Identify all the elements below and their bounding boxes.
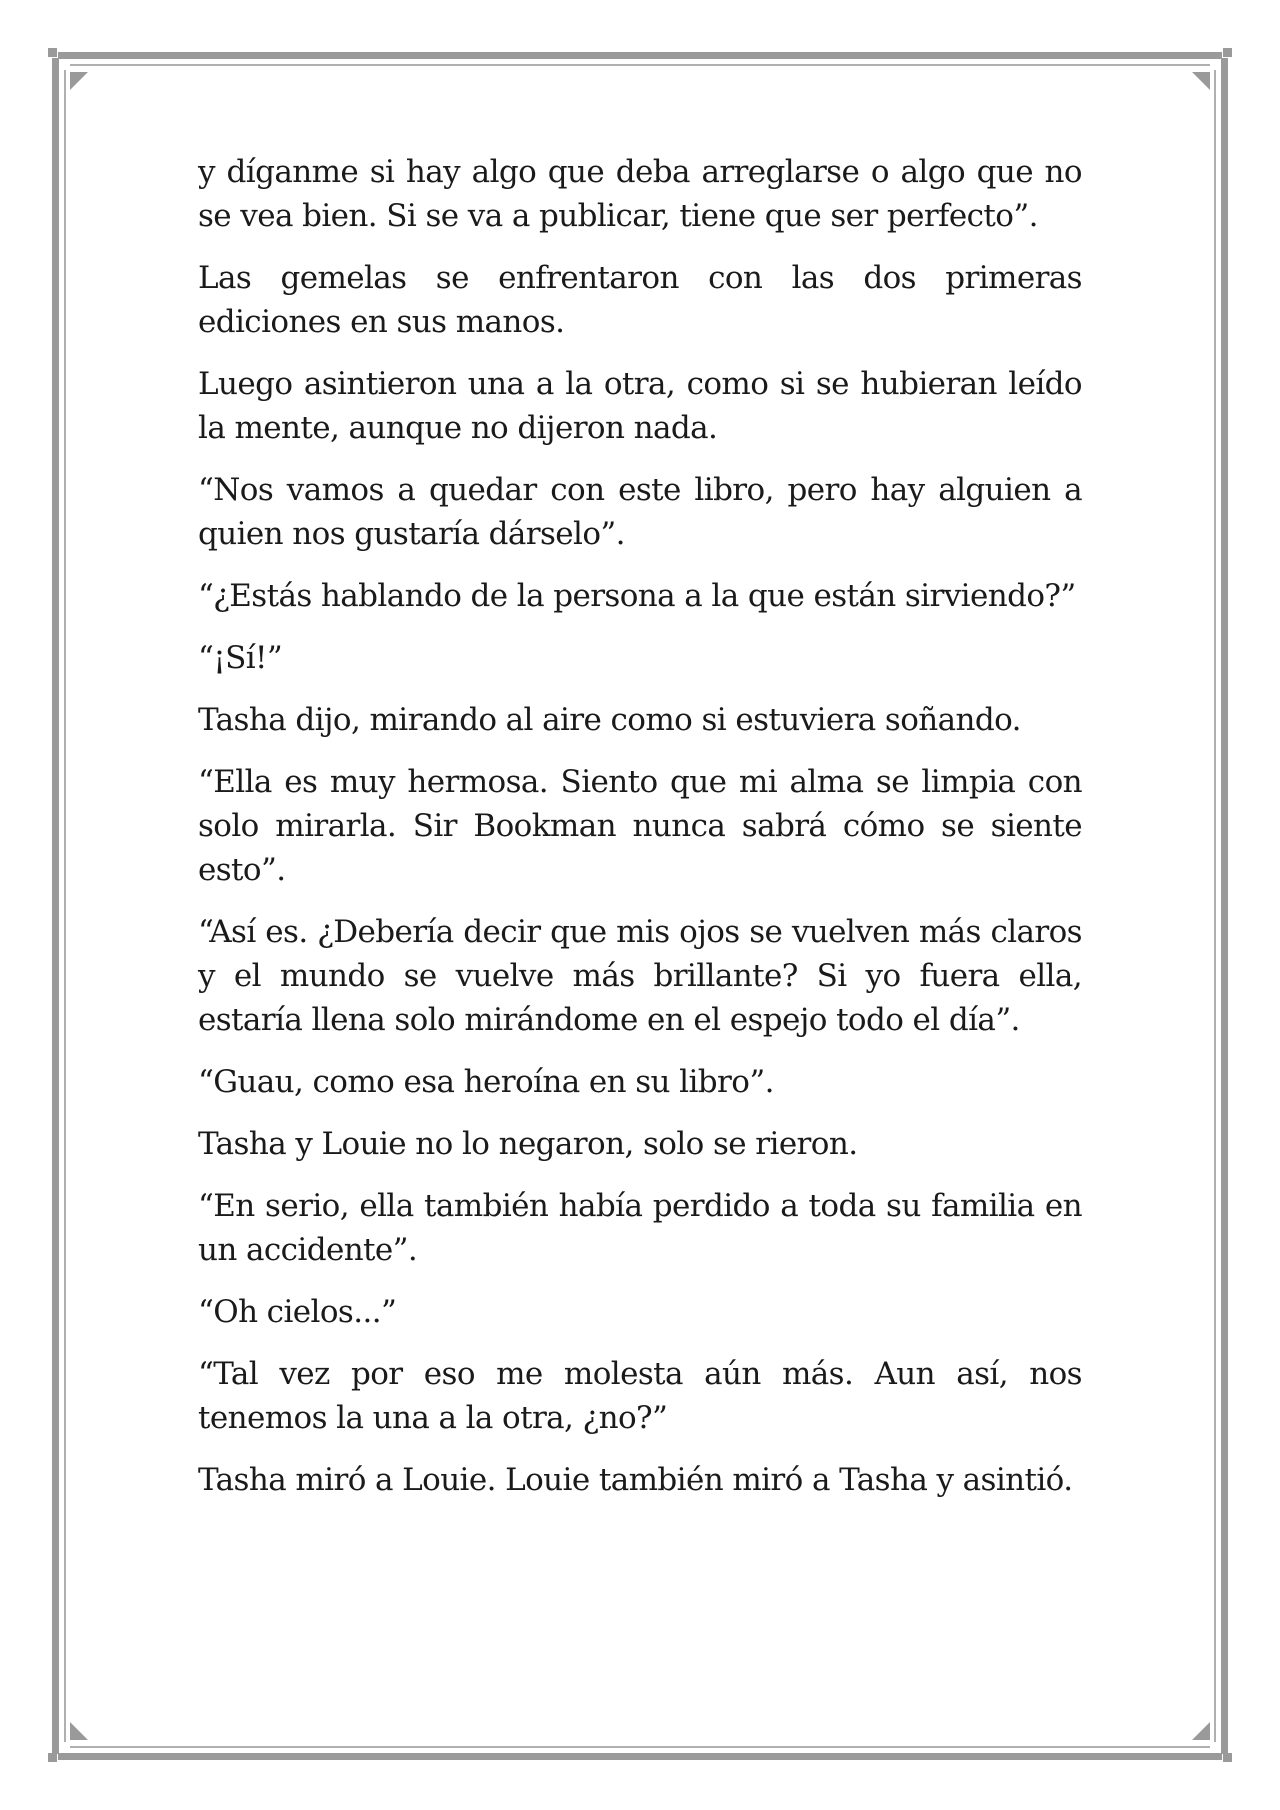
frame-left-border [52, 58, 59, 1754]
paragraph: Luego asintieron una a la otra, como si se hubieran leído la mente, aunque no dijeron nada. [198, 366, 1082, 446]
paragraph: Tasha dijo, mirando al aire como si estuviera soñando. [198, 702, 1021, 738]
corner-ornament-bottom-left [48, 1753, 57, 1762]
frame-bottom-inner-line [70, 1746, 1210, 1748]
corner-triangle-bottom-left [70, 1722, 88, 1740]
frame-right-inner-line [1214, 70, 1216, 1742]
frame-left-inner-line [64, 70, 66, 1742]
paragraph: “Así es. ¿Debería decir que mis ojos se vuelven más claros y el mundo se vuelve más brillante? Si yo fuera ella, estaría llena solo mirándome en el espejo todo el día”. [198, 914, 1082, 1038]
corner-ornament-top-left [48, 48, 57, 57]
paragraph: “¡Sí!” [198, 640, 283, 676]
paragraph: “Tal vez por eso me molesta aún más. Aun así, nos tenemos la una a la otra, ¿no?” [198, 1356, 1082, 1436]
frame-bottom-border [58, 1753, 1222, 1760]
paragraph: y díganme si hay algo que deba arreglarse o algo que no se vea bien. Si se va a publicar, tiene que ser perfecto”. [198, 154, 1082, 234]
corner-ornament-bottom-right [1223, 1753, 1232, 1762]
paragraph: “Ella es muy hermosa. Siento que mi alma se limpia con solo mirarla. Sir Bookman nunca sabrá cómo se siente esto”. [198, 764, 1082, 888]
frame-top-border [58, 52, 1222, 59]
corner-triangle-bottom-right [1192, 1722, 1210, 1740]
paragraph: Tasha y Louie no lo negaron, solo se rieron. [198, 1126, 858, 1162]
paragraph: Las gemelas se enfrentaron con las dos primeras ediciones en sus manos. [198, 260, 1082, 340]
frame-top-inner-line [70, 64, 1210, 66]
paragraph: “Oh cielos...” [198, 1294, 397, 1330]
corner-ornament-top-right [1223, 48, 1232, 57]
corner-triangle-top-left [70, 72, 88, 90]
paragraph: Tasha miró a Louie. Louie también miró a Tasha y asintió. [198, 1462, 1073, 1498]
paragraph: “¿Estás hablando de la persona a la que están sirviendo?” [198, 578, 1076, 614]
paragraph: “Nos vamos a quedar con este libro, pero hay alguien a quien nos gustaría dárselo”. [198, 472, 1082, 552]
paragraph: “En serio, ella también había perdido a toda su familia en un accidente”. [198, 1188, 1082, 1268]
paragraph: “Guau, como esa heroína en su libro”. [198, 1064, 774, 1100]
frame-right-border [1221, 58, 1228, 1754]
corner-triangle-top-right [1192, 72, 1210, 90]
page-body [198, 150, 1082, 1520]
